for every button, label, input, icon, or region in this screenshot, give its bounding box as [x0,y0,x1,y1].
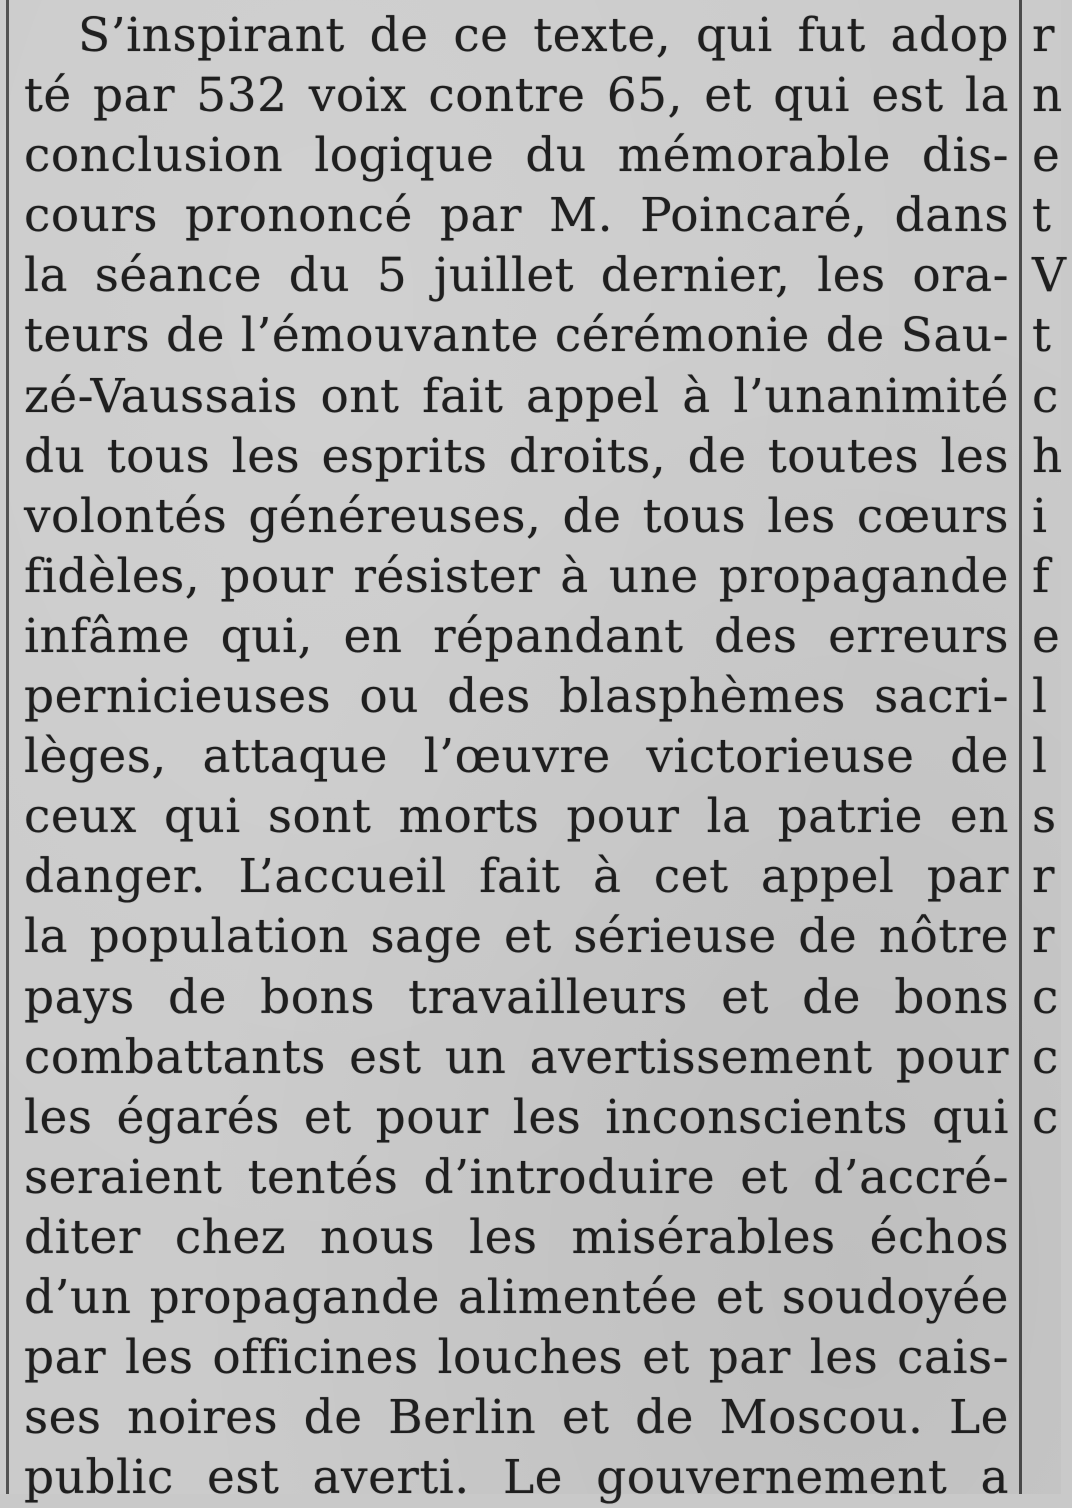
article-line: diter chez nous les misérables échos [24,1209,1009,1265]
article-line: pays de bons travailleurs et de bons [24,969,1009,1025]
article-line: du tous les esprits droits, de toutes les [24,428,1009,484]
article-line: public est averti. Le gouvernement a [24,1450,1009,1506]
article-line: lèges, attaque l’œuvre victorieuse de [24,729,1009,785]
article-line: combattants est un avertissement pour [24,1029,1009,1085]
adjacent-fragment: n [1032,68,1063,124]
article-line: par les officines louches et par les cais- [24,1330,1009,1386]
article-line: la population sage et sérieuse de nôtre [24,909,1009,965]
left-column-rule [6,0,9,1494]
adjacent-fragment: l [1032,669,1048,725]
adjacent-fragment: s [1032,789,1057,845]
adjacent-column-fragments [1032,6,1072,1148]
article-line: teurs de l’émouvante cérémonie de Sau- [24,308,1009,364]
article-line: infâme qui, en répandant des erreurs [24,608,1009,664]
article-line: la séance du 5 juillet dernier, les ora- [24,248,1009,304]
adjacent-fragment: t [1032,188,1051,244]
adjacent-fragment: t [1032,308,1051,364]
article-line: seraient tentés d’introduire et d’accré- [24,1149,1009,1205]
article-line: ses noires de Berlin et de Moscou. Le [24,1390,1009,1446]
article-line: volontés généreuses, de tous les cœurs [24,488,1009,544]
adjacent-fragment: c [1032,368,1059,424]
adjacent-fragment: r [1032,8,1055,63]
article-line: les égarés et pour les inconscients qui [24,1089,1009,1145]
adjacent-fragment: r [1032,909,1055,965]
adjacent-fragment: c [1032,1029,1059,1085]
article-line: danger. L’accueil fait à cet appel par [24,849,1009,905]
article-line: S’inspirant de ce texte, qui fut adop [78,8,1009,63]
article-line: cours prononcé par M. Poincaré, dans [24,188,1009,244]
adjacent-fragment: e [1032,128,1060,184]
article-line: zé-Vaussais ont fait appel à l’unanimité [24,368,1009,424]
adjacent-fragment: r [1032,849,1055,905]
article-column [24,6,1009,1508]
article-line: d’un propagande alimentée et soudoyée [24,1269,1009,1325]
adjacent-fragment: V [1032,248,1066,304]
adjacent-fragment: c [1032,1089,1059,1145]
adjacent-fragment: c [1032,969,1059,1025]
article-line: ceux qui sont morts pour la patrie en [24,789,1009,845]
adjacent-fragment: h [1032,428,1063,484]
adjacent-fragment: i [1032,488,1048,544]
article-line: té par 532 voix contre 65, et qui est la [24,68,1009,124]
article-line: pernicieuses ou des blasphèmes sacri- [24,669,1009,725]
adjacent-fragment: e [1032,608,1060,664]
article-line: fidèles, pour résister à une propagande [24,548,1009,604]
right-column-rule [1019,0,1022,1494]
adjacent-fragment: l [1032,729,1048,785]
adjacent-fragment: f [1032,548,1050,604]
article-line: conclusion logique du mémorable dis- [24,128,1009,184]
